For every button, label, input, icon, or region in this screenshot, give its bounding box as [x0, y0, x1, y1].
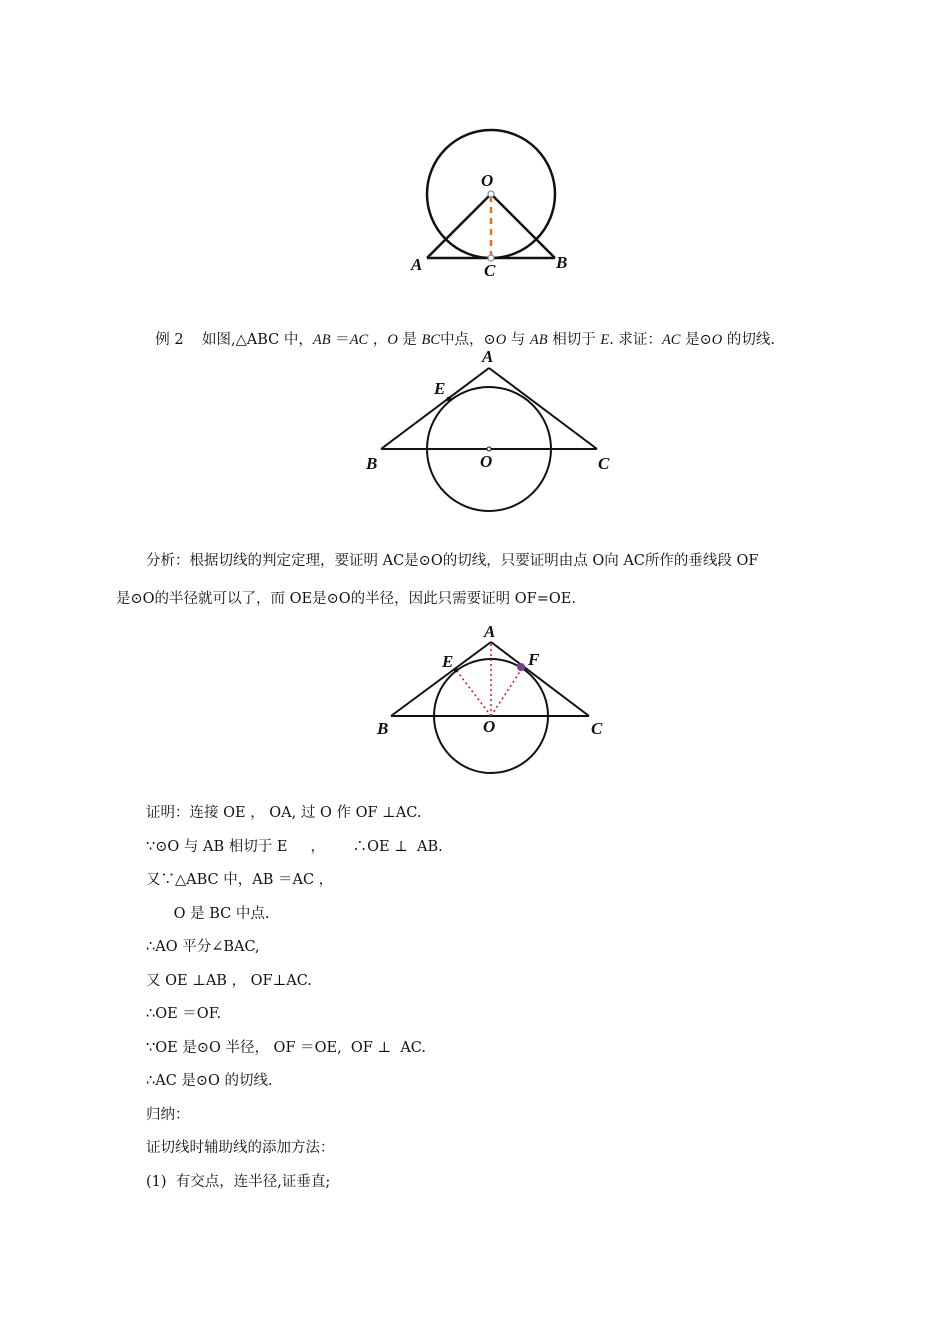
- proof-line-6: 又 OE ⊥AB ， OF⊥AC.: [146, 973, 312, 989]
- label-e: E: [434, 379, 446, 398]
- dotted-oe: [456, 670, 491, 716]
- label-f: F: [528, 650, 540, 669]
- label-a: A: [482, 347, 494, 366]
- proof-line-8: ∵OE 是⊙O 半径， OF ＝OE, OF ⊥ AC.: [146, 1040, 426, 1056]
- summary-heading: 归纳：: [146, 1107, 190, 1123]
- dotted-of: [491, 667, 523, 716]
- side-ac: [489, 368, 597, 449]
- point-e: [447, 397, 452, 402]
- label-b: B: [377, 719, 389, 738]
- point-o: [487, 447, 491, 451]
- proof-line-3: 又∵△ABC 中，AB ＝AC ，: [146, 872, 334, 888]
- label-o: O: [483, 717, 496, 736]
- proof-line-1: 证明：连接 OE ， OA, 过 O 作 OF ⊥AC.: [146, 805, 422, 821]
- analysis-line-2: 是⊙O的半径就可以了，而 OE是⊙O的半径，因此只需要证明 OF=OE.: [116, 591, 576, 607]
- summary-item-1: (1) 有交点，连半径,证垂直;: [146, 1174, 331, 1190]
- example-2-statement: 例 2 如图,△ABC 中，AB ＝AC ，O 是 BC中点，⊙O 与 AB 相切于 E. 求证：AC 是⊙O 的切线.: [155, 332, 775, 348]
- label-b: B: [366, 454, 378, 473]
- proof-line-2: ∵⊙O 与 AB 相切于 E ， ∴OE ⊥ AB.: [146, 839, 443, 855]
- point-f: [517, 663, 525, 671]
- label-o: O: [480, 452, 493, 471]
- proof-line-7: ∴OE ＝OF.: [146, 1006, 222, 1022]
- point-e: [454, 668, 458, 672]
- label-a: A: [411, 255, 423, 274]
- proof-line-4: O 是 BC 中点.: [146, 906, 270, 922]
- figure-3: [370, 620, 620, 780]
- label-e: E: [442, 652, 454, 671]
- label-c: C: [598, 454, 610, 473]
- summary-subheading: 证切线时辅助线的添加方法：: [146, 1140, 335, 1156]
- side-ac: [491, 642, 589, 716]
- proof-line-9: ∴AC 是⊙O 的切线.: [146, 1073, 273, 1089]
- point-o: [488, 191, 494, 197]
- label-o: O: [481, 171, 494, 190]
- label-c: C: [484, 261, 496, 280]
- figure-1: [400, 128, 580, 280]
- label-c: C: [591, 719, 603, 738]
- label-a: A: [484, 622, 496, 641]
- analysis-line-1: 分析：根据切线的判定定理，要证明 AC是⊙O的切线，只要证明由点 O向 AC所作的垂线段 OF: [146, 553, 759, 569]
- proof-line-5: ∴AO 平分∠BAC,: [146, 939, 260, 955]
- side-ab: [391, 642, 491, 716]
- label-b: B: [556, 253, 568, 272]
- figure-2: [360, 340, 620, 515]
